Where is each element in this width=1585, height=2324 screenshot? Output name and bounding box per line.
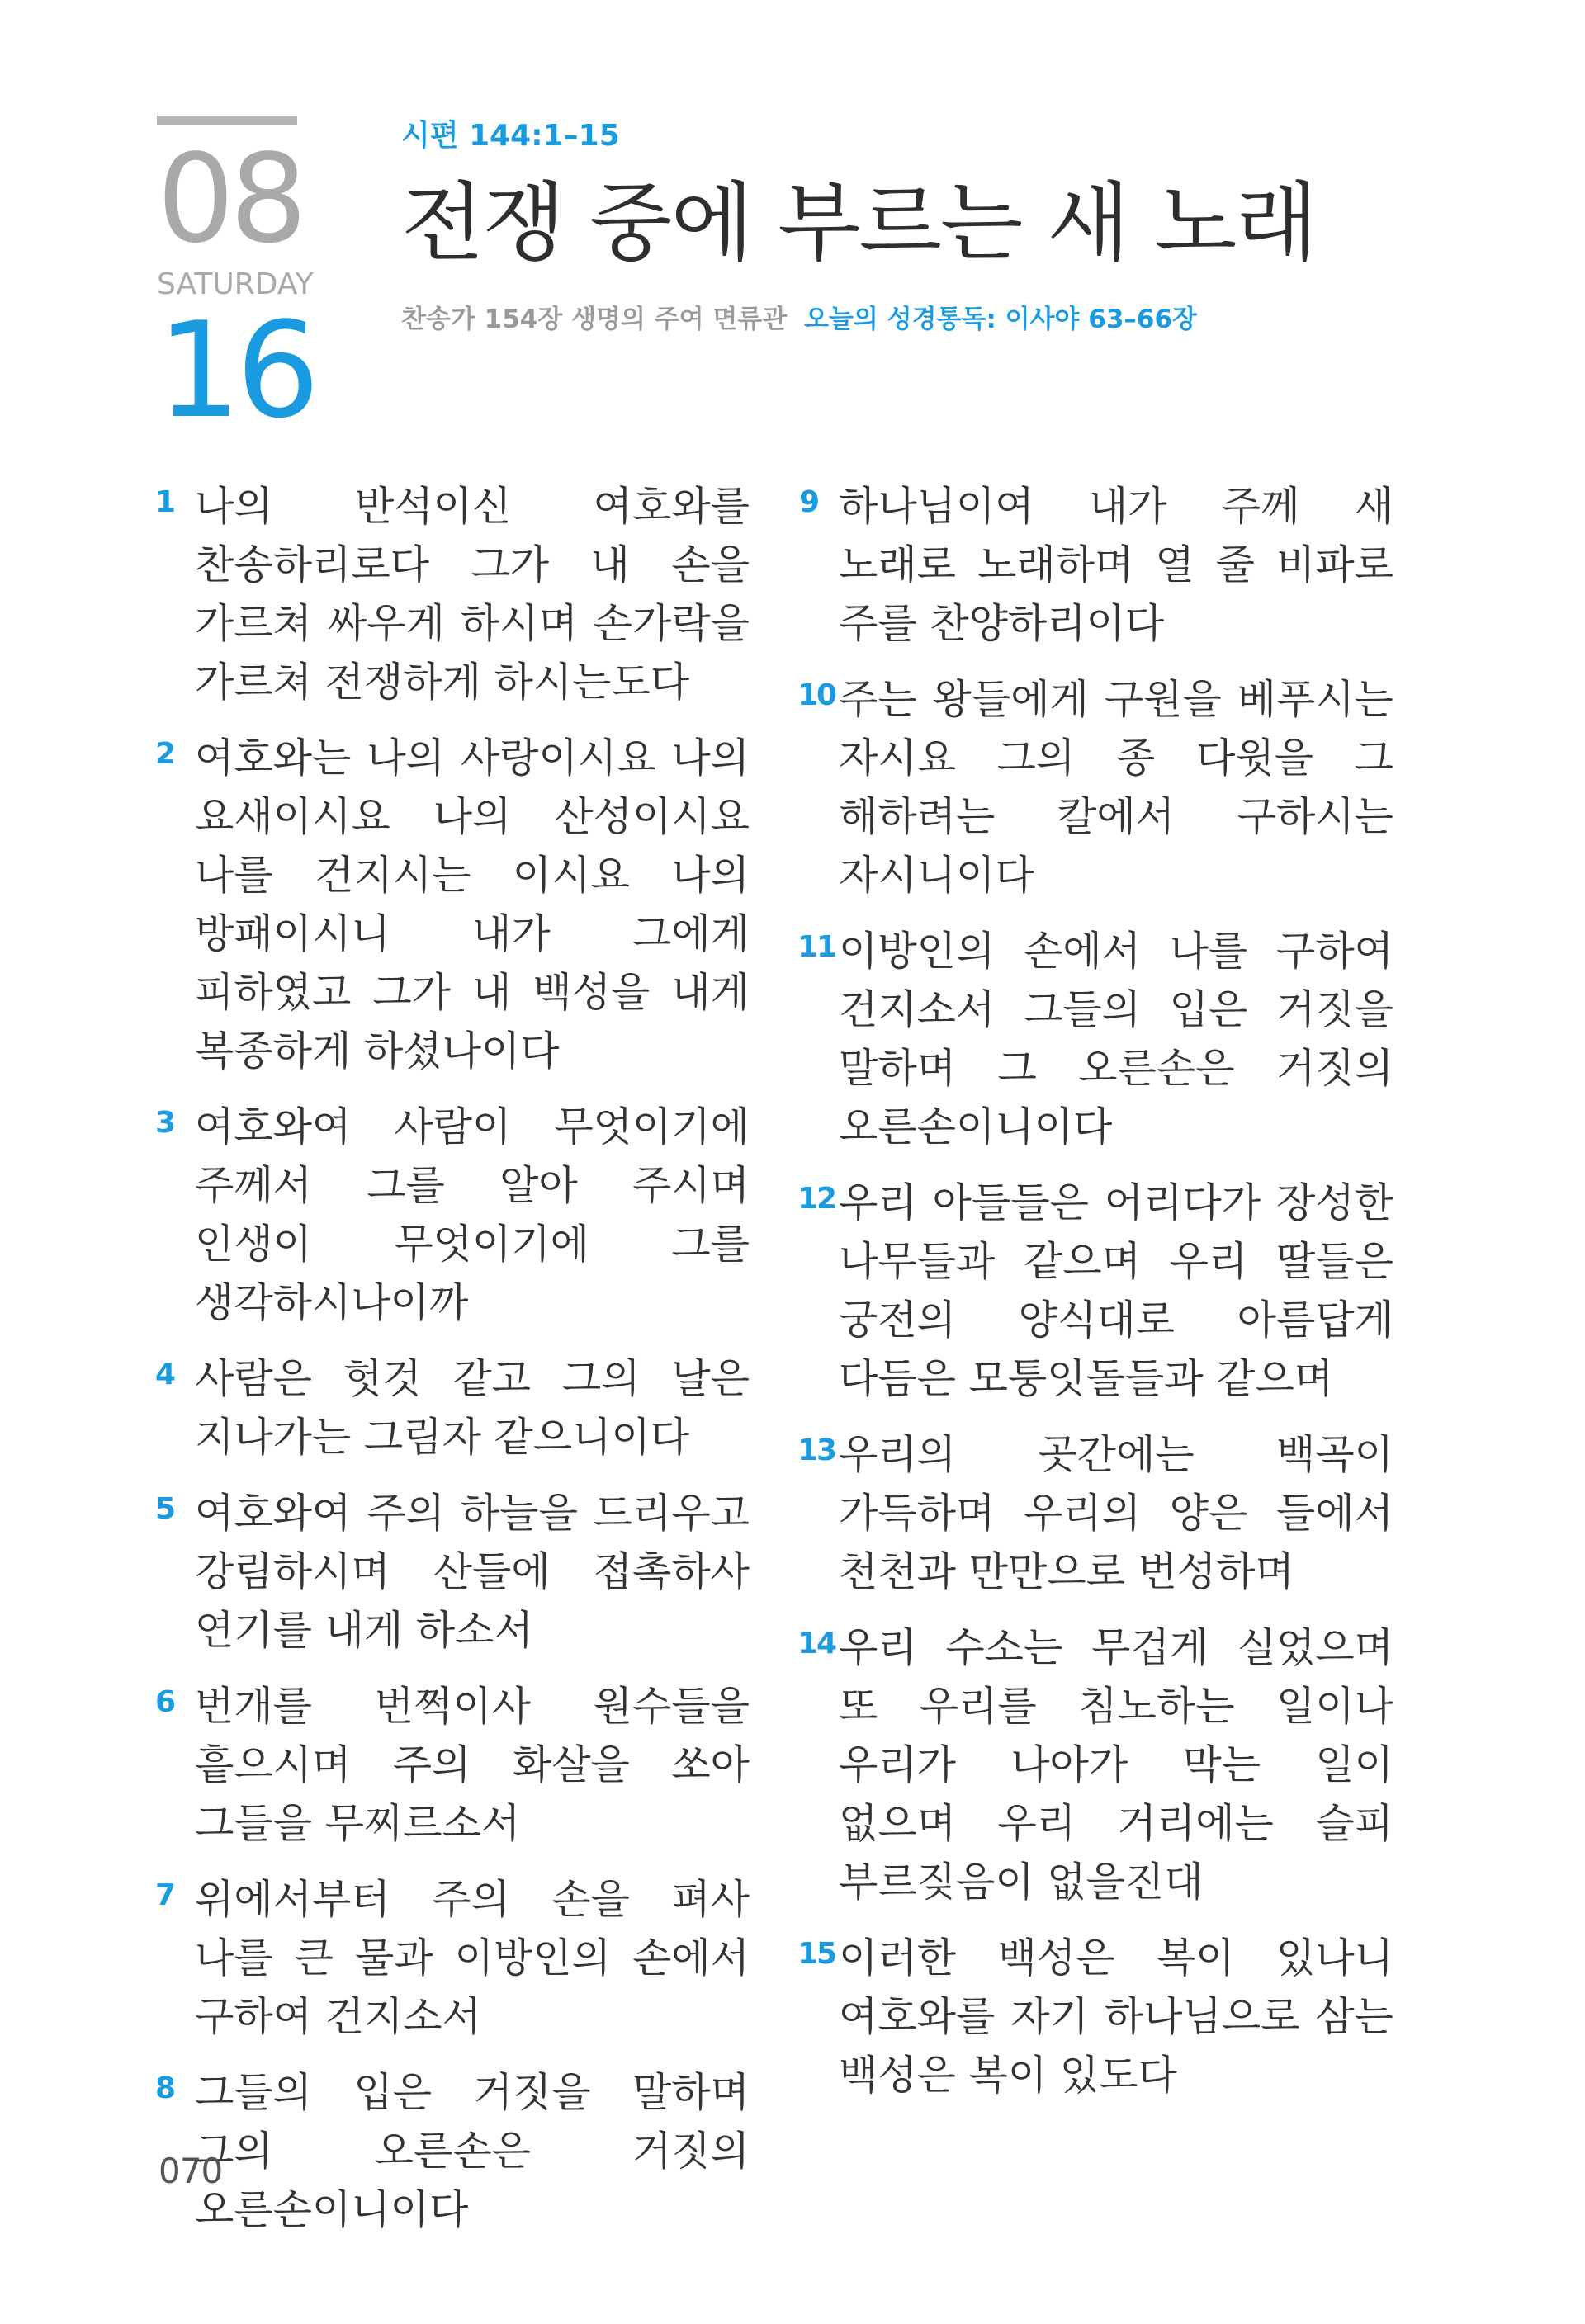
verse-number: 7 (155, 1878, 177, 1912)
verse-number: 10 (797, 678, 836, 712)
verse (155, 1098, 750, 1332)
verse (799, 670, 1393, 905)
verse-text: 여호와여 주의 하늘을 드리우고 강림하시며 산들에 접촉하사 연기를 내게 하소서 (195, 1490, 750, 1654)
verse-text: 번개를 번쩍이사 원수들을 흩으시며 주의 화살을 쏘아 그들을 무찌르소서 (195, 1683, 750, 1847)
date-divider (157, 116, 297, 125)
verse (799, 1174, 1393, 1408)
verse-number: 13 (797, 1434, 836, 1467)
verse (155, 477, 750, 711)
verse-text: 여호와는 나의 사랑이시요 나의 요새이시요 나의 산성이시요 나를 건지시는 이시요 나의 방패이시니 내가 그에게 피하였고 그가 내 백성을 내게 복종하게 하셨나이다 (195, 735, 750, 1075)
meta-line (401, 298, 1474, 335)
verse (799, 1425, 1393, 1601)
verse-text: 주는 왕들에게 구원을 베푸시는 자시요 그의 종 다윗을 그 해하려는 칼에서 구하시는 자시니이다 (839, 676, 1393, 899)
verse-text: 사람은 헛것 같고 그의 날은 지나가는 그림자 같으니이다 (195, 1355, 750, 1461)
verse-number: 8 (155, 2071, 177, 2105)
verse (155, 1484, 750, 1660)
verses-right-column (799, 477, 1393, 2122)
hymn-info: 찬송가 154장 생명의 주여 면류관 (401, 305, 788, 334)
verse-text: 이방인의 손에서 나를 구하여 건지소서 그들의 입은 거짓을 말하며 그 오른손은 거짓의 오른손이니이다 (839, 928, 1393, 1150)
verse-text: 우리의 곳간에는 백곡이 가득하며 우리의 양은 들에서 천천과 만만으로 번성하며 (839, 1431, 1393, 1595)
verse-number: 9 (799, 485, 821, 519)
verse (155, 1870, 750, 2046)
page-header (401, 112, 1474, 335)
verse-text: 하나님이여 내가 주께 새 노래로 노래하며 열 줄 비파로 주를 찬양하리이다 (839, 483, 1393, 647)
verse (155, 1349, 750, 1467)
verse (799, 1929, 1393, 2104)
verse-number: 4 (155, 1358, 177, 1391)
page-number: 070 (158, 2151, 223, 2191)
verse-text: 우리 수소는 무겁게 실었으며 또 우리를 침노하는 일이나 우리가 나아가 막는 일이 없으며 우리 거리에는 슬피 부르짖음이 없을진대 (839, 1624, 1393, 1906)
date-month: 08 (157, 128, 303, 270)
verse (155, 1677, 750, 1853)
verse-number: 11 (797, 930, 836, 964)
verse-number: 5 (155, 1492, 177, 1526)
verse (155, 2063, 750, 2239)
daily-reading: 오늘의 성경통독: 이사야 63–66장 (804, 305, 1197, 334)
page-title: 전쟁 중에 부르는 새 노래 (401, 172, 1317, 273)
verse-text: 우리 아들들은 어리다가 장성한 나무들과 같으며 우리 딸들은 궁전의 양식대로 아름답게 다듬은 모퉁잇돌들과 같으며 (839, 1179, 1393, 1402)
date-block (157, 116, 315, 447)
verse-text: 이러한 백성은 복이 있나니 여호와를 자기 하나님으로 삼는 백성은 복이 있도다 (839, 1934, 1393, 2099)
date-weekday: SATURDAY (157, 267, 314, 301)
verse-text: 나의 반석이신 여호와를 찬송하리로다 그가 내 손을 가르쳐 싸우게 하시며 손가락을 가르쳐 전쟁하게 하시는도다 (195, 483, 750, 706)
verse-number: 3 (155, 1106, 177, 1140)
verse-number: 15 (797, 1937, 836, 1971)
verse-text: 여호와여 사람이 무엇이기에 주께서 그를 알아 주시며 인생이 무엇이기에 그를 생각하시나이까 (195, 1103, 750, 1326)
verse-text: 위에서부터 주의 손을 펴사 나를 큰 물과 이방인의 손에서 구하여 건지소서 (195, 1876, 750, 2040)
verse-number: 14 (797, 1627, 836, 1660)
verse-number: 2 (155, 737, 177, 771)
verse (799, 1618, 1393, 1911)
verses-left-column (155, 477, 750, 2256)
verse-number: 12 (797, 1182, 836, 1216)
verse-number: 6 (155, 1685, 177, 1719)
verse (799, 922, 1393, 1156)
verse (799, 477, 1393, 653)
verse-text: 그들의 입은 거짓을 말하며 그의 오른손은 거짓의 오른손이니이다 (195, 2069, 750, 2233)
verse (155, 729, 750, 1080)
verse-number: 1 (155, 485, 177, 519)
scripture-reference: 시편 144:1–15 (401, 119, 620, 153)
date-day: 16 (157, 293, 315, 447)
